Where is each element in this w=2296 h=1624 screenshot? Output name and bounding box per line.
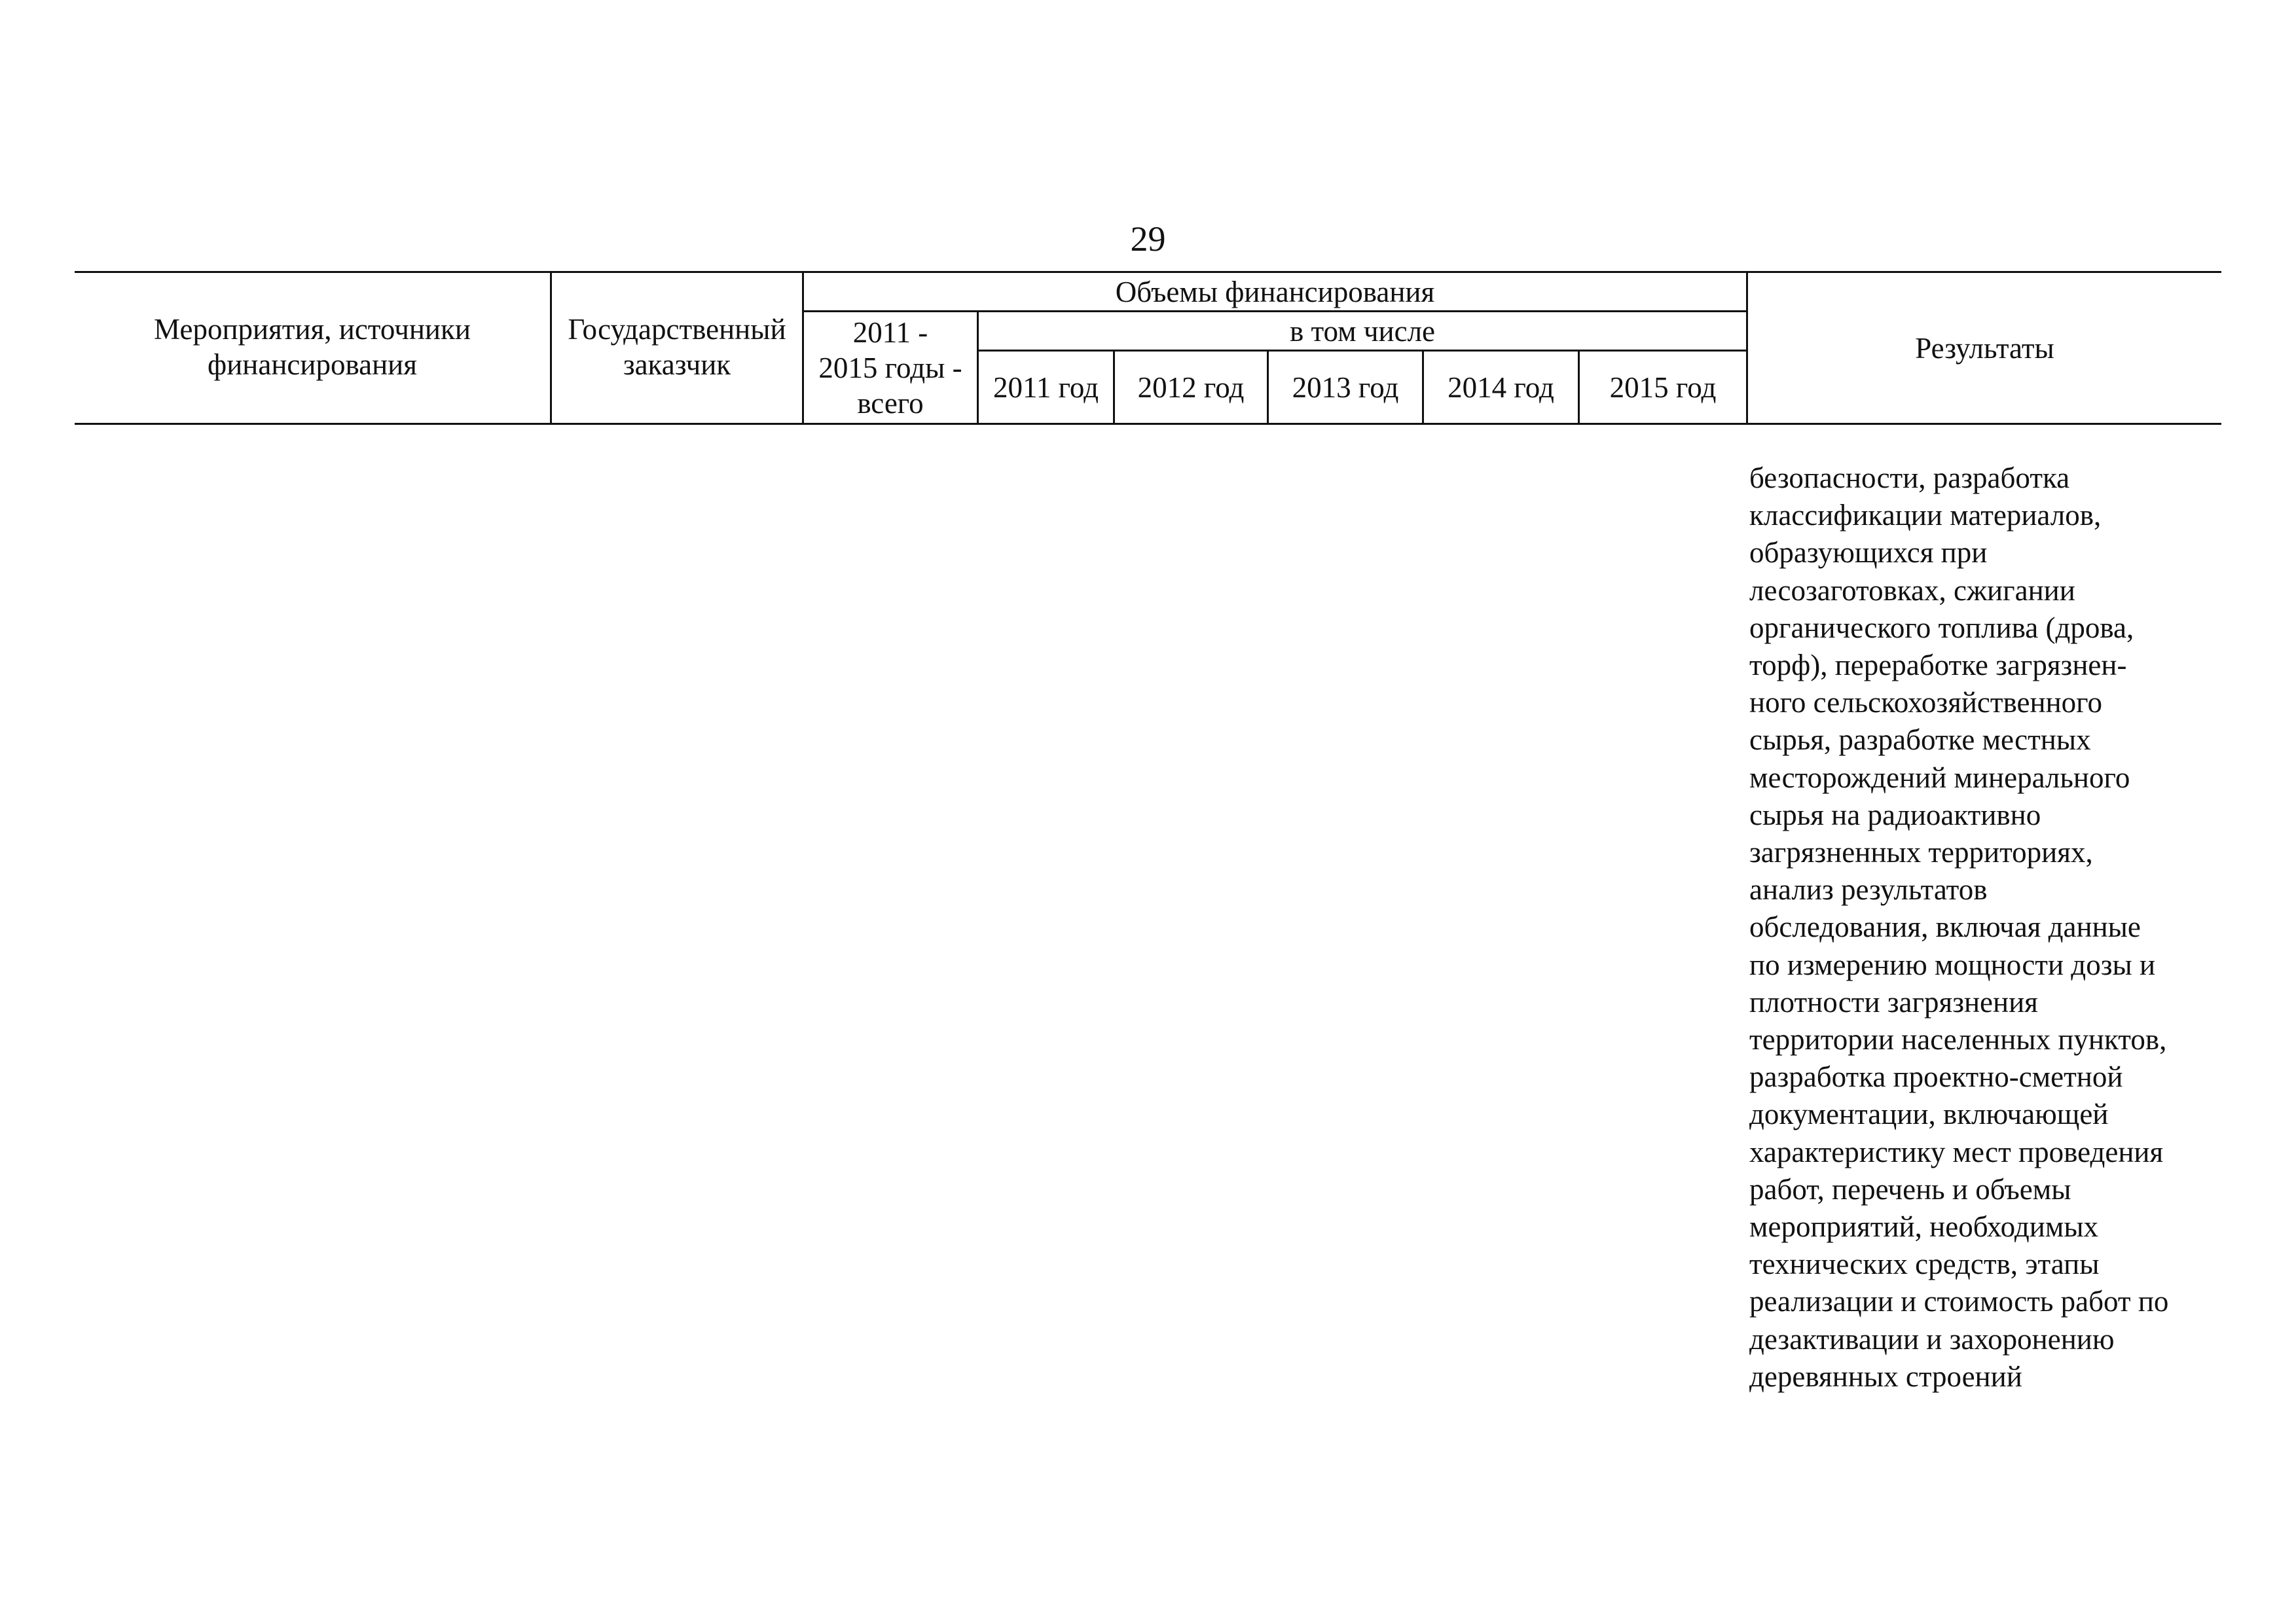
header-financing-volumes: Объемы финансирования [1115, 276, 1435, 308]
table-header-bottom-border [75, 423, 2221, 425]
header-customer: Государственный заказчик [568, 313, 786, 381]
header-year-2013: 2013 год [1292, 370, 1399, 404]
header-activities: Мероприятия, источники финансирования [154, 313, 471, 381]
header-year-2015: 2015 год [1609, 370, 1717, 404]
header-results: Результаты [1915, 331, 2054, 365]
header-year-2011: 2011 год [993, 370, 1099, 404]
header-total-2011-2015: 2011 - 2015 годы - всего [818, 316, 962, 420]
header-year-2012: 2012 год [1137, 370, 1245, 404]
results-cell-text: безопасности, разработка классификации материалов, образующихся при лесозаготовках, сжигании органического топлива (дрова, торф), переработке загрязнен- ного сельскохозяйственного сырья, разработке местных месторождений минерального сырья на радиоактивно загрязненных территориях, анализ результатов обследования, включая данные по измерению мощности дозы и плотности загрязнения территории населенных пунктов, разработка проектно-сметной документации, включающей характеристику мест проведения работ, перечень и объемы мероприятий, необходимых технических средств, этапы реализации и стоимость работ по дезактивации и захоронению деревянных строений [1749, 461, 2169, 1393]
header-year-2014: 2014 год [1448, 370, 1554, 404]
page-number: 29 [1130, 219, 1166, 259]
header-including: в том числе [1289, 314, 1436, 348]
